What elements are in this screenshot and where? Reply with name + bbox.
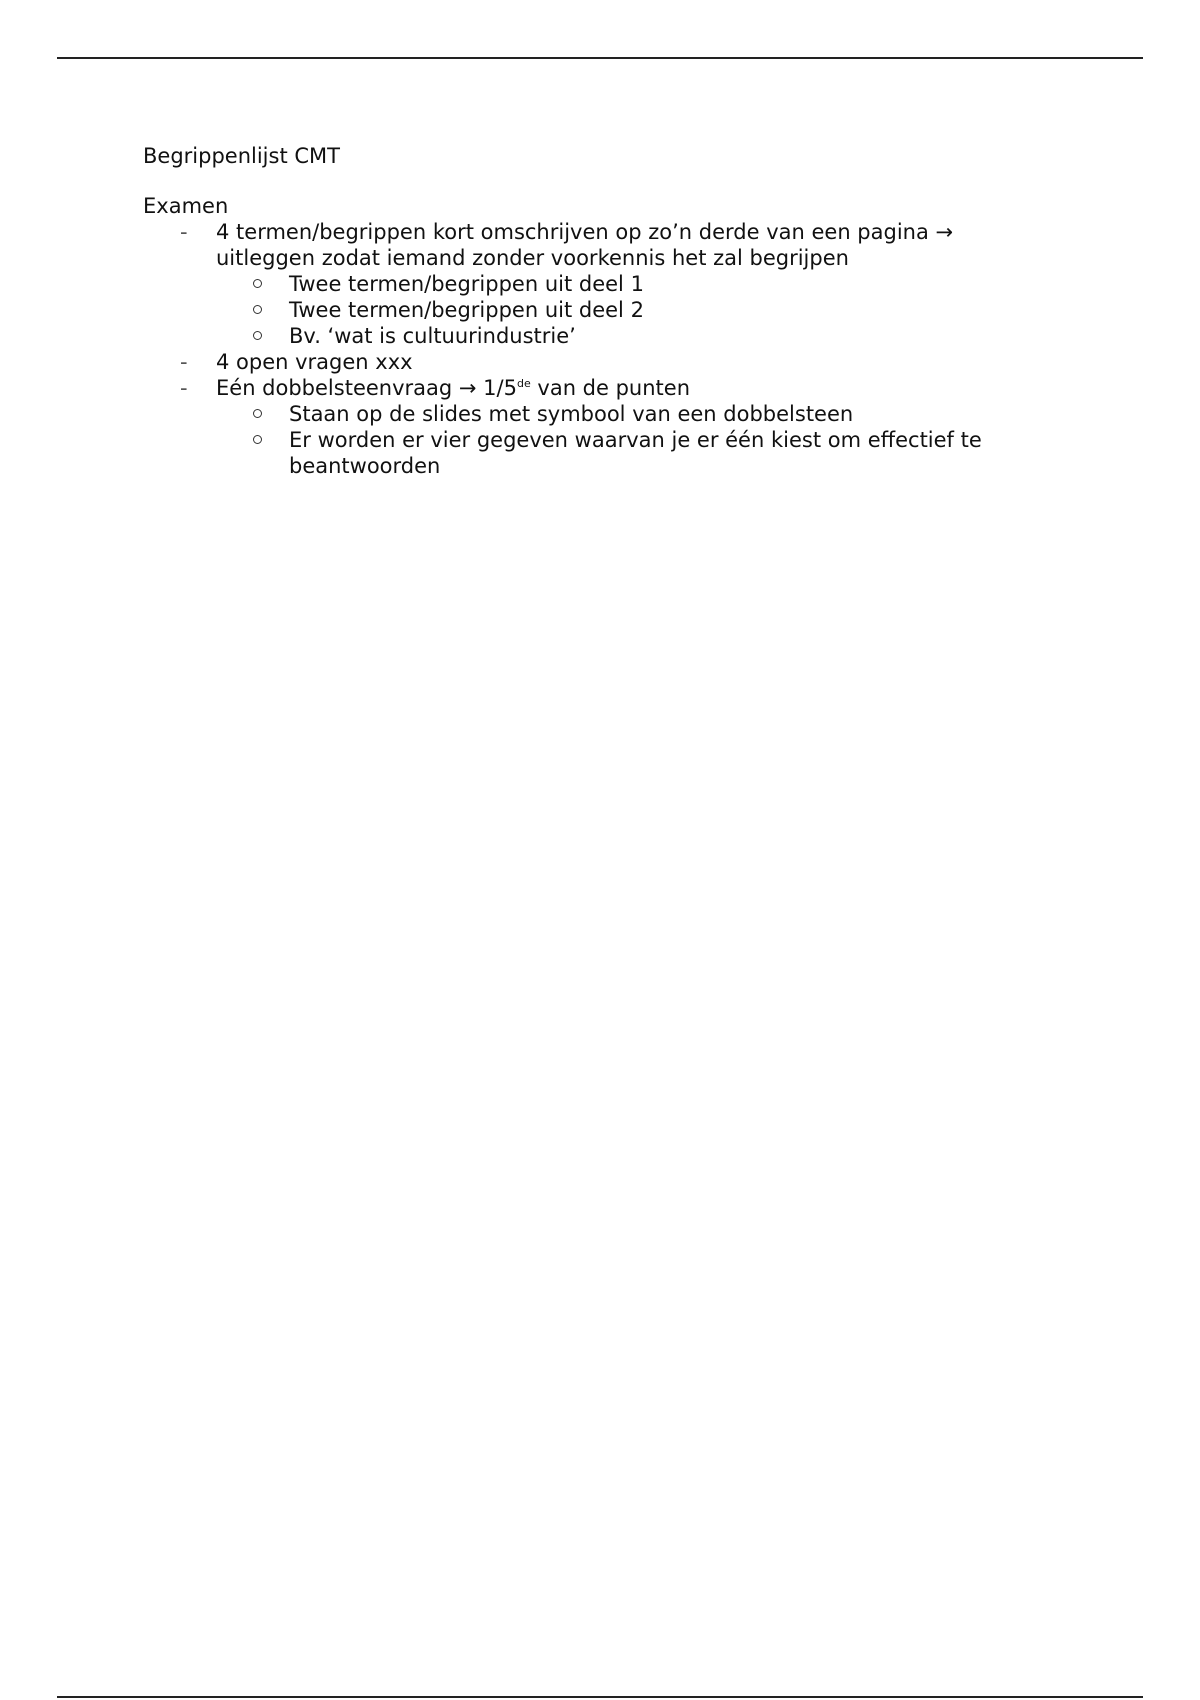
list-item	[143, 375, 1043, 479]
document-body	[143, 143, 1043, 479]
circle-bullet-icon	[253, 435, 262, 444]
circle-bullet-icon	[253, 279, 262, 288]
sub-bullet-list	[216, 271, 1043, 349]
list-item	[216, 297, 1043, 323]
sub-bullet-text: Twee termen/begrippen uit deel 1	[289, 272, 644, 296]
exam-bullet-list	[143, 219, 1043, 479]
superscript-de: de	[516, 376, 531, 390]
sub-bullet-text: Staan op de slides met symbool van een dobbelsteen	[289, 402, 854, 426]
circle-bullet-icon	[253, 331, 262, 340]
circle-bullet-icon	[253, 305, 262, 314]
bullet-text-before-superscript: Eén dobbelsteenvraag → 1/5	[216, 376, 517, 400]
list-item	[216, 401, 1043, 427]
dash-bullet-icon: -	[180, 376, 188, 400]
list-item	[216, 427, 1043, 479]
bullet-text: 4 open vragen xxx	[216, 350, 413, 374]
dash-bullet-icon: -	[180, 350, 188, 374]
list-item	[143, 349, 1043, 375]
sub-bullet-list	[216, 401, 1043, 479]
page-top-rule	[57, 57, 1143, 59]
bullet-text: 4 termen/begrippen kort omschrijven op zo’n derde van een pagina → uitleggen zodat iemand zonder voorkennis het zal begrijpen	[216, 220, 954, 270]
page-bottom-rule	[57, 1696, 1143, 1698]
document-title: Begrippenlijst CMT	[143, 144, 340, 168]
sub-bullet-text: Twee termen/begrippen uit deel 2	[289, 298, 644, 322]
list-item	[216, 323, 1043, 349]
list-item	[216, 271, 1043, 297]
circle-bullet-icon	[253, 409, 262, 418]
sub-bullet-text: Bv. ‘wat is cultuurindustrie’	[289, 324, 576, 348]
bullet-text-after-superscript: van de punten	[530, 376, 691, 400]
sub-bullet-text: Er worden er vier gegeven waarvan je er één kiest om effectief te beantwoorden	[289, 428, 982, 478]
dash-bullet-icon: -	[180, 220, 188, 244]
list-item	[143, 219, 1043, 349]
section-heading-examen: Examen	[143, 194, 229, 218]
